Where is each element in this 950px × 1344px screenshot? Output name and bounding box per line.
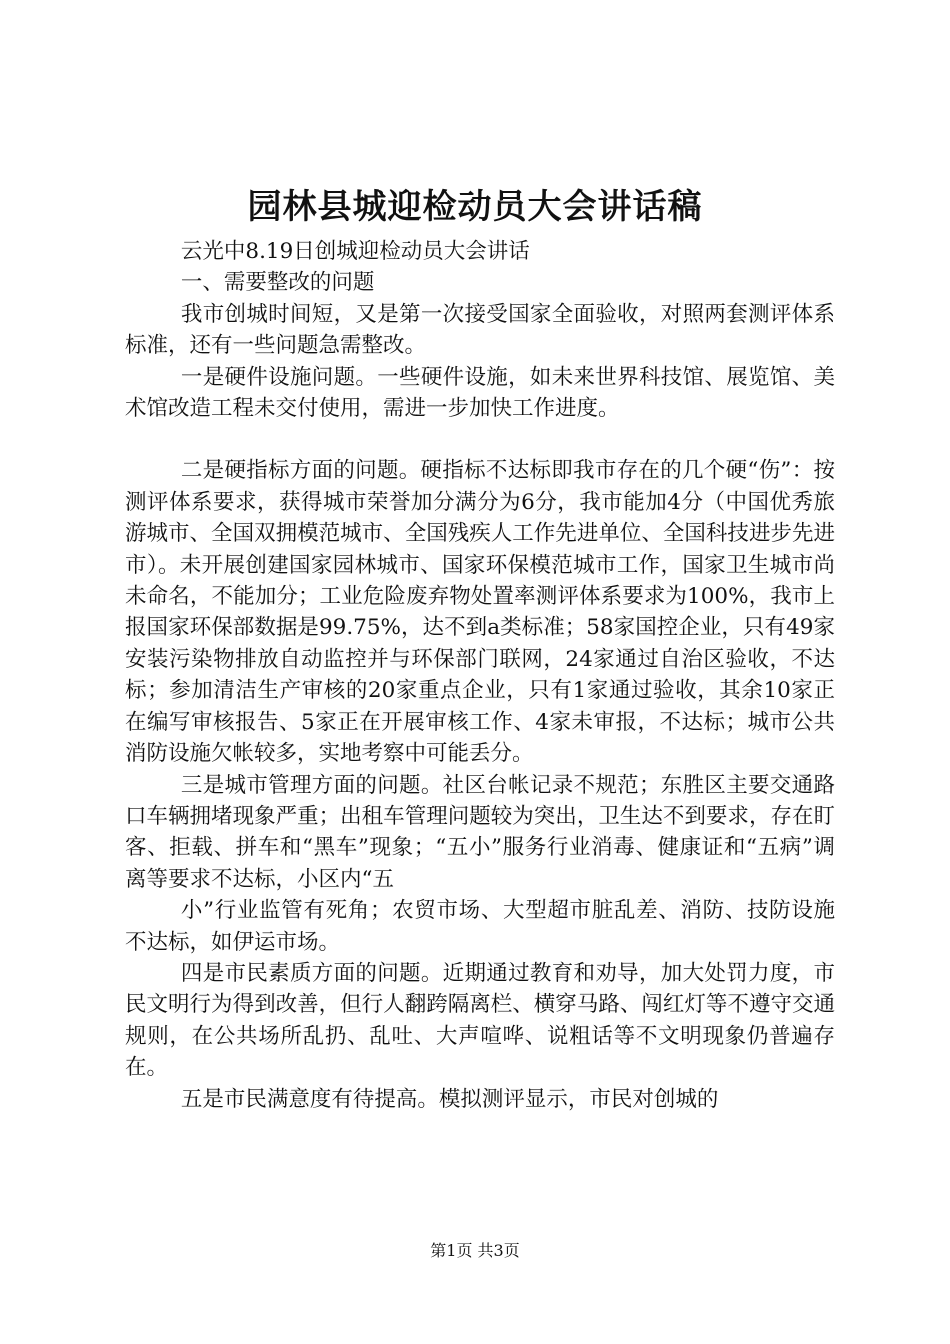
document-body — [125, 236, 835, 1115]
paragraph-city-management-cont: 小”行业监管有死角；农贸市场、大型超市脏乱差、消防、技防设施不达标，如伊运市场。 — [125, 898, 835, 955]
page-footer: 第1页 共3页 — [430, 1241, 520, 1260]
paragraph-city-management: 三是城市管理方面的问题。社区台帐记录不规范；东胜区主要交通路口车辆拥堵现象严重；出租车管理问题较为突出，卫生达不到要求，存在盯客、拒载、拼车和“黑车”现象；“五小”服务行业消毒、健康证和“五病”调离等要求不达标，小区内“五 — [125, 772, 835, 892]
paragraph-hard-indicators: 二是硬指标方面的问题。硬指标不达标即我市存在的几个硬“伤”：按测评体系要求，获得城市荣誉加分满分为6分，我市能加4分（中国优秀旅游城市、全国双拥模范城市、全国残疾人工作先进单位、全国科技进步先进市）。未开展创建国家园林城市、国家环保模范城市工作，国家卫生城市尚未命名，不能加分；工业危险废弃物处置率测评体系要求为100%，我市上报国家环保部数据是99.75%，达不到a类标准；58家国控企业，只有49家安装污染物排放自动监控并与环保部门联网，24家通过自治区验收，不达标；参加清洁生产审核的20家重点企业，只有1家通过验收，其余10家正在编写审核报告、5家正在开展审核工作、4家未审报，不达标；城市公共消防设施欠帐较多，实地考察中可能丢分。 — [125, 458, 835, 767]
paragraph-subtitle: 云光中8.19日创城迎检动员大会讲话 — [180, 239, 530, 264]
document-title: 园林县城迎检动员大会讲话稿 — [247, 187, 703, 227]
paragraph-intro: 我市创城时间短，又是第一次接受国家全面验收，对照两套测评体系标准，还有一些问题急需整改。 — [125, 301, 835, 359]
paragraph-section-heading: 一、需要整改的问题 — [180, 270, 375, 296]
paragraph-hardware: 一是硬件设施问题。一些硬件设施，如未来世界科技馆、展览馆、美术馆改造工程未交付使用，需进一步加快工作进度。 — [125, 364, 835, 422]
paragraph-citizen-quality: 四是市民素质方面的问题。近期通过教育和劝导，加大处罚力度，市民文明行为得到改善，但行人翻跨隔离栏、横穿马路、闯红灯等不遵守交通规则，在公共场所乱扔、乱吐、大声喧哗、说粗话等不文明现象仍普遍存在。 — [125, 960, 835, 1081]
paragraph-satisfaction: 五是市民满意度有待提高。模拟测评显示，市民对创城的 — [180, 1086, 719, 1112]
